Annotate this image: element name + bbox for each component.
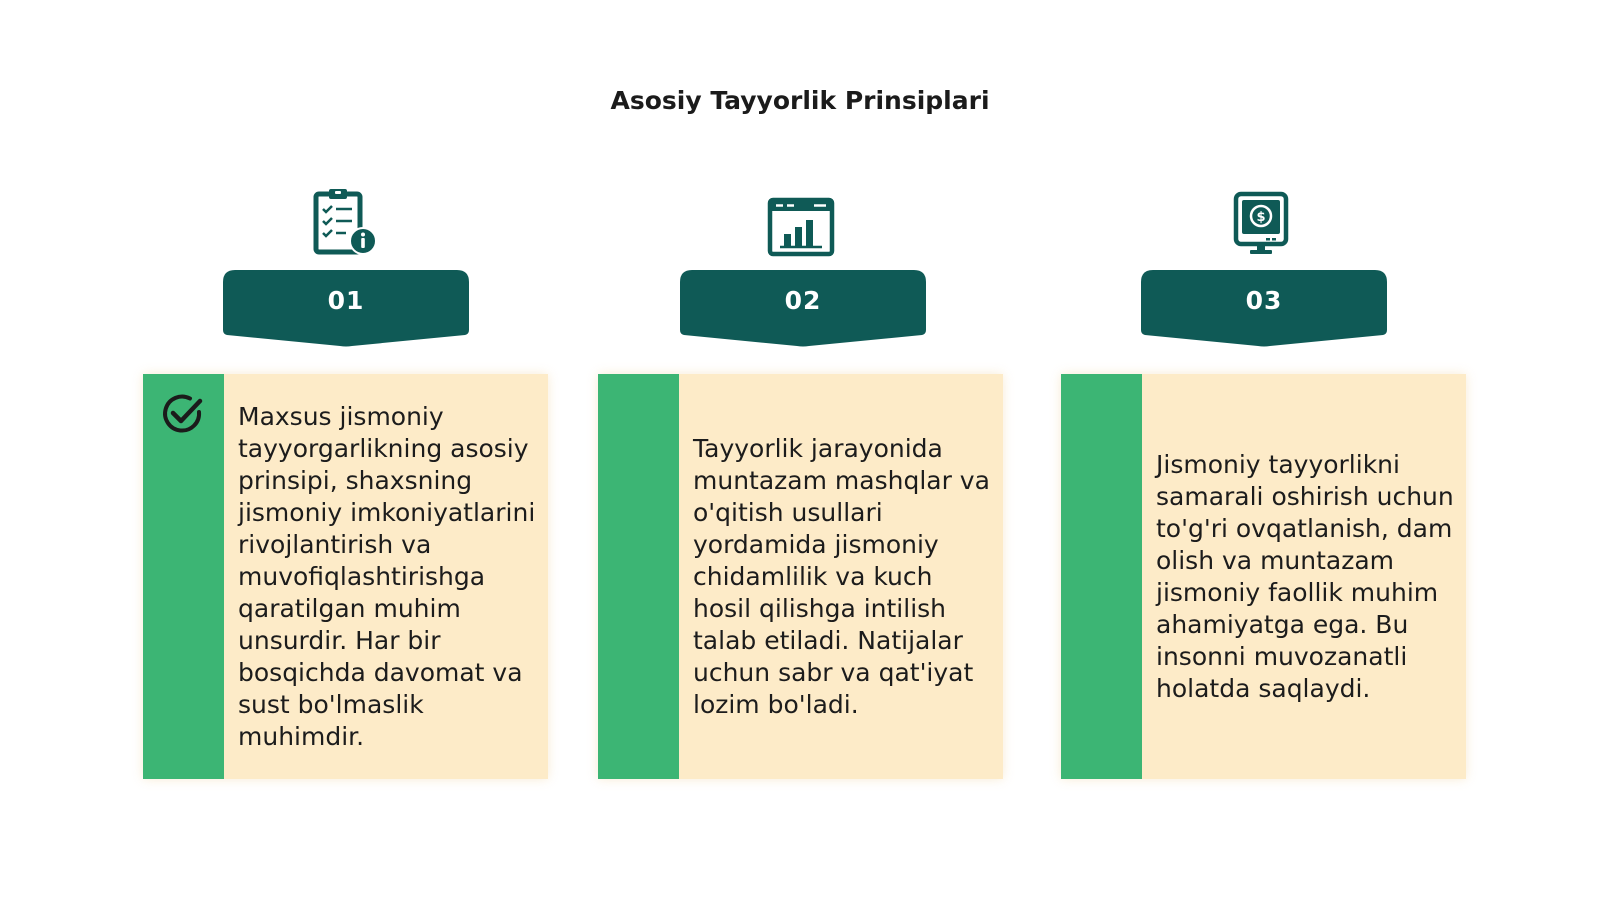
page-title: Asosiy Tayyorlik Prinsiplari xyxy=(610,86,990,115)
principle-text: Maxsus jismoniy tayyorgarlikning asosiy prinsipi, shaxsning jismoniy imkoniyatlarini rivojlantirish va muvofiqlashtirishga qaratilgan muhim unsurdir. Har bir bosqichda davomat va sust bo'lmaslik muhimdir. xyxy=(238,401,536,751)
principle-column-1 xyxy=(143,0,548,900)
step-number: 01 xyxy=(327,286,365,315)
card-accent-strip xyxy=(598,374,679,779)
step-number: 03 xyxy=(1245,286,1283,315)
principle-column-2 xyxy=(598,0,1003,900)
step-number-tag xyxy=(680,270,926,348)
step-number: 02 xyxy=(784,286,822,315)
principle-column-3 xyxy=(1061,0,1466,900)
principle-text: Jismoniy tayyorlikni samarali oshirish uchun to'g'ri ovqatlanish, dam olish va muntazam jismoniy faollik muhim ahamiyatga ega. Bu insonni muvozanatli holatda saqlaydi. xyxy=(1156,449,1454,703)
card-accent-strip xyxy=(143,374,224,779)
step-number-tag xyxy=(1141,270,1387,348)
principle-card xyxy=(598,374,1003,779)
dollar-monitor-icon xyxy=(1226,190,1296,260)
clipboard-checklist-info-icon xyxy=(310,188,380,258)
principle-card xyxy=(143,374,548,779)
principle-card xyxy=(1061,374,1466,779)
step-number-tag xyxy=(223,270,469,348)
card-accent-strip xyxy=(1061,374,1142,779)
principle-text: Tayyorlik jarayonida muntazam mashqlar va o'qitish usullari yordamida jismoniy chidamlilik va kuch hosil qilishga intilish talab etiladi. Natijalar uchun sabr va qat'iyat lozim bo'ladi. xyxy=(693,433,990,719)
checkmark-circle-icon xyxy=(159,390,207,438)
svg-text:$: $ xyxy=(1256,210,1266,225)
bar-chart-window-icon xyxy=(766,192,836,262)
